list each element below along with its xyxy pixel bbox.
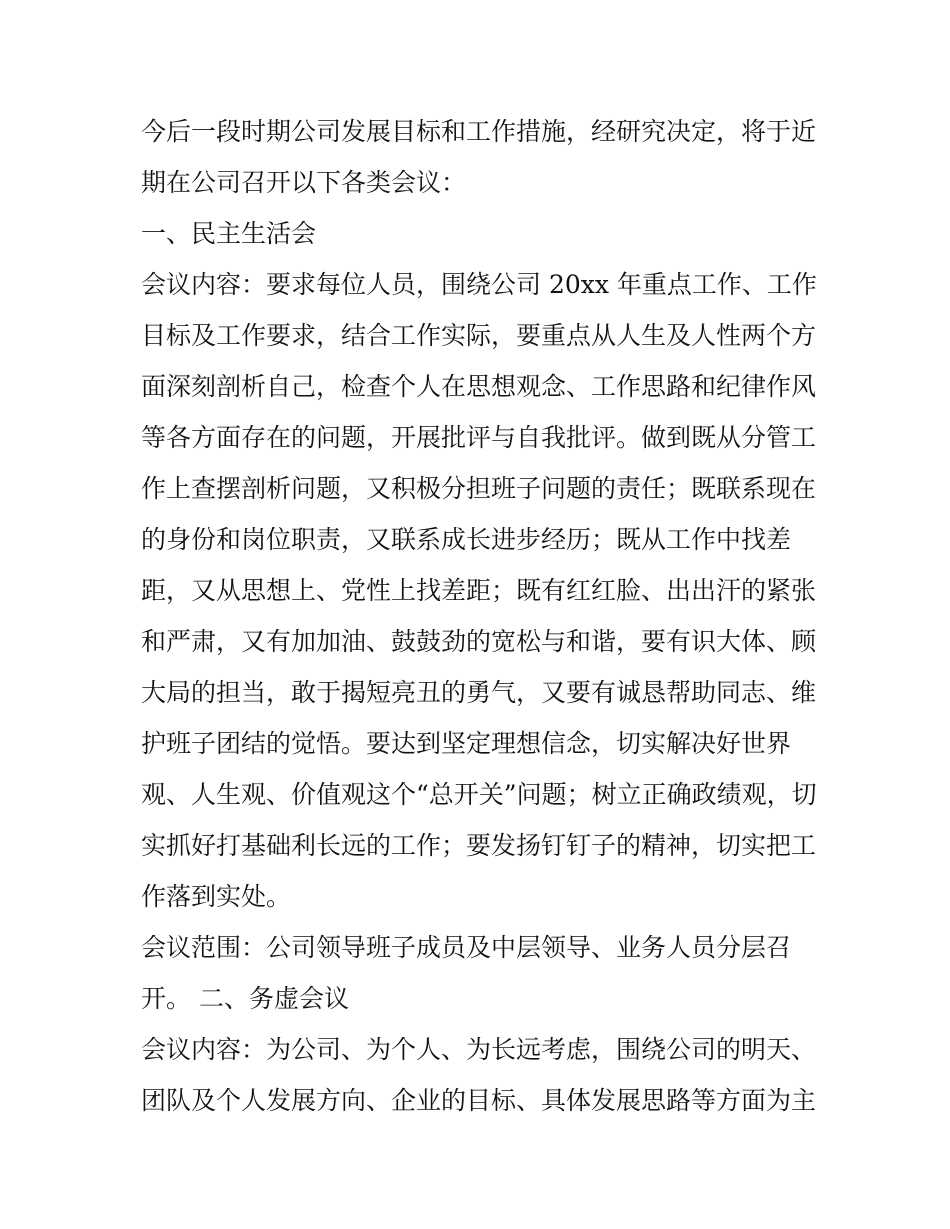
text-line: 会议内容：为公司、为个人、为长远考虑，围绕公司的明天、 [141,1035,817,1064]
text-line: 距，又从思想上、党性上找差距；既有红红脸、出出汗的紧张 [141,576,817,605]
text-line: 面深刻剖析自己，检查个人在思想观念、工作思路和纪律作风 [141,372,817,401]
text-line: 和严肃，又有加加油、鼓鼓劲的宽松与和谐，要有识大体、顾 [141,627,817,656]
text-line: 会议内容：要求每位人员，围绕公司 20xx 年重点工作、工作 [141,270,817,299]
text-line: 目标及工作要求，结合工作实际，要重点从人生及人性两个方 [141,321,817,350]
text-line: 作上查摆剖析问题，又积极分担班子问题的责任；既联系现在 [141,474,817,503]
text-line: 团队及个人发展方向、企业的目标、具体发展思路等方面为主 [141,1086,817,1115]
text-line: 期在公司召开以下各类会议： [141,168,467,197]
text-line: 大局的担当，敢于揭短亮丑的勇气，又要有诚恳帮助同志、维 [141,678,817,707]
text-line: 护班子团结的觉悟。要达到坚定理想信念，切实解决好世界 [141,729,792,758]
text-line: 会议范围：公司领导班子成员及中层领导、业务人员分层召 [141,933,792,962]
text-line: 今后一段时期公司发展目标和工作措施，经研究决定，将于近 [141,117,817,146]
text-line: 开。 二、务虚会议 [141,984,349,1013]
document-body [141,106,821,1126]
text-line: 等各方面存在的问题，开展批评与自我批评。做到既从分管工 [141,423,817,452]
text-line: 的身份和岗位职责，又联系成长进步经历；既从工作中找差 [141,525,792,554]
text-line: 作落到实处。 [141,882,292,911]
section-heading: 一、民主生活会 [141,219,317,248]
text-line: 观、人生观、价值观这个“总开关”问题；树立正确政绩观，切 [141,780,817,809]
text-line: 实抓好打基础利长远的工作；要发扬钉钉子的精神，切实把工 [141,831,817,860]
